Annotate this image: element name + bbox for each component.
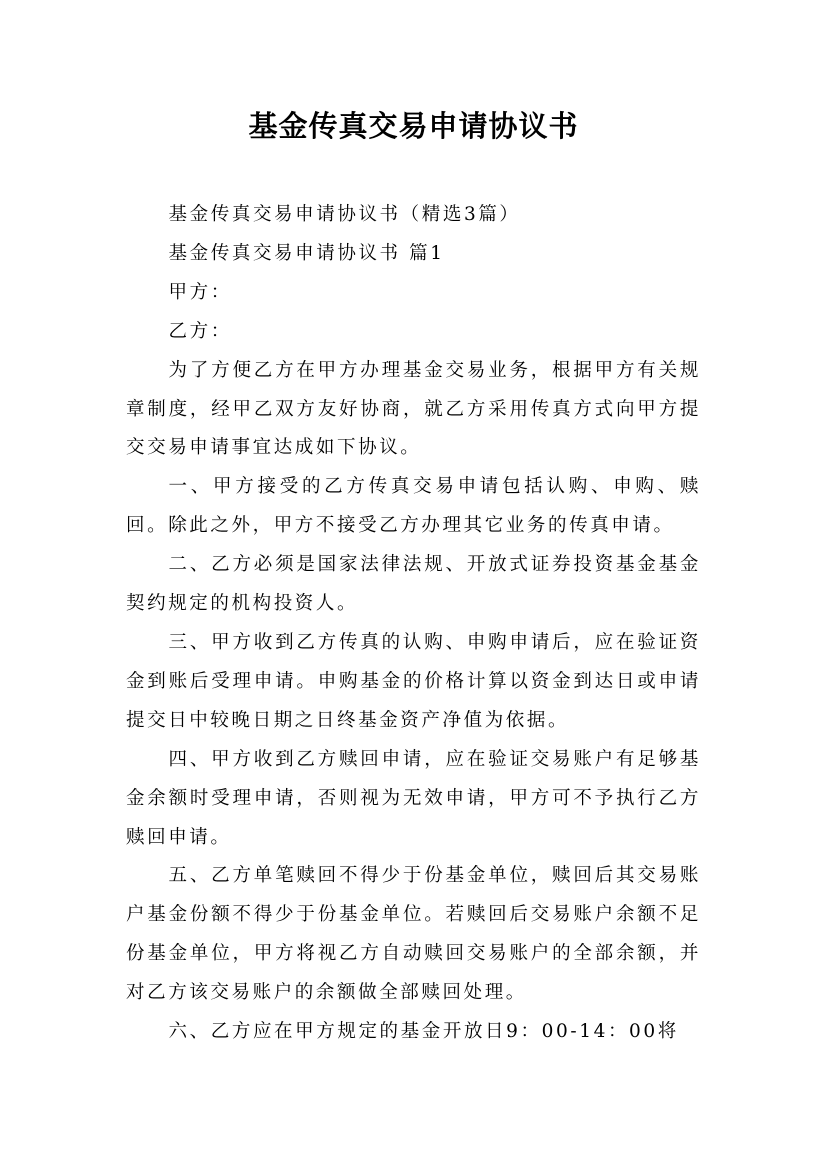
paragraph-section-heading: 基金传真交易申请协议书 篇1 [168,242,445,264]
paragraph-subtitle: 基金传真交易申请协议书（精选3篇） [168,204,521,225]
paragraph-party-a: 甲方： [168,281,232,303]
paragraph-clause-6: 六、乙方应在甲方规定的基金开放日9：00-14：00将 [168,1021,679,1043]
paragraph-clause-2: 二、乙方必须是国家法律法规、开放式证券投资基金基金契约规定的机构投资人。 [126,554,701,615]
document-title: 基金传真交易申请协议书 [248,109,579,143]
paragraph-preamble: 为了方便乙方在甲方办理基金交易业务，根据甲方有关规章制度，经甲乙双方友好协商，就乙方采用传真方式向甲方提交交易申请事宜达成如下协议。 [126,359,701,459]
document-body [126,196,701,1052]
paragraph-clause-5: 五、乙方单笔赎回不得少于份基金单位，赎回后其交易账户基金份额不得少于份基金单位。若赎回后交易账户余额不足份基金单位，甲方将视乙方自动赎回交易账户的全部余额，并对乙方该交易账户的余额做全部赎回处理。 [126,865,701,1004]
paragraph-clause-1: 一、甲方接受的乙方传真交易申请包括认购、申购、赎回。除此之外，甲方不接受乙方办理其它业务的传真申请。 [126,476,701,537]
paragraph-clause-3: 三、甲方收到乙方传真的认购、申购申请后，应在验证资金到账后受理申请。申购基金的价格计算以资金到达日或申请提交日中较晚日期之日终基金资产净值为依据。 [126,631,701,731]
paragraph-party-b: 乙方： [168,320,232,342]
paragraph-clause-4: 四、甲方收到乙方赎回申请，应在验证交易账户有足够基金余额时受理申请，否则视为无效申请，甲方可不予执行乙方赎回申请。 [126,748,701,848]
